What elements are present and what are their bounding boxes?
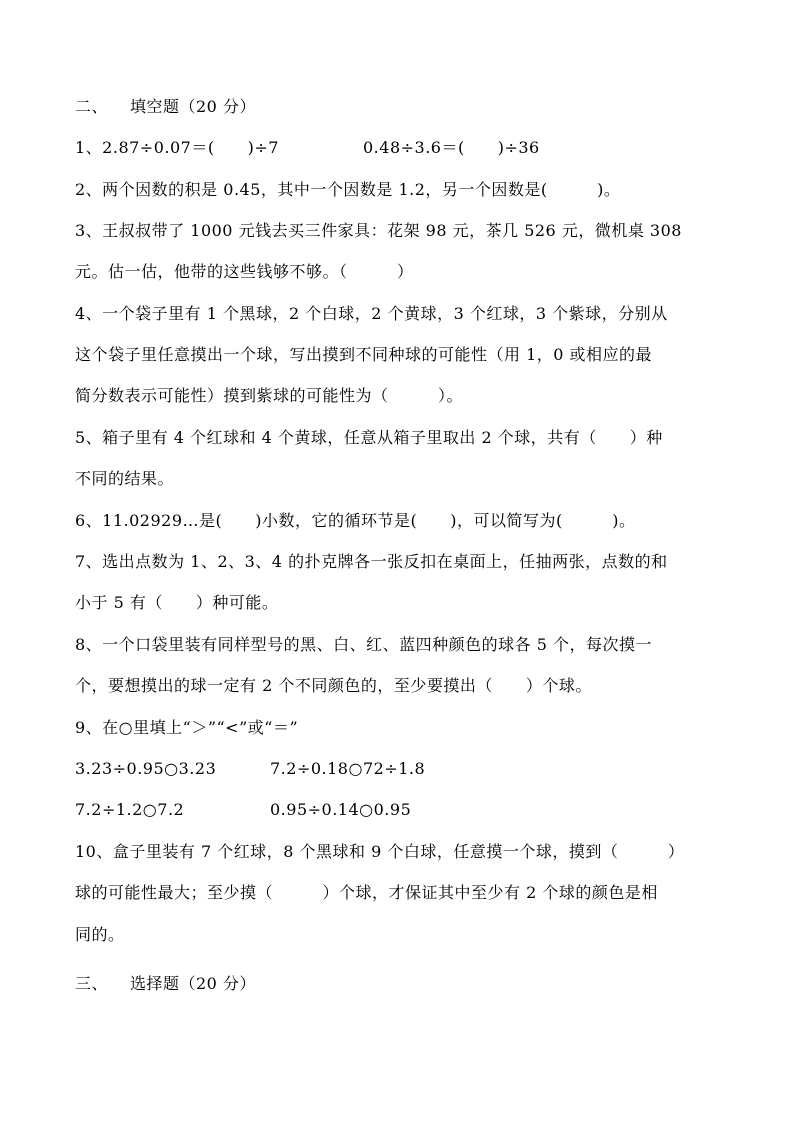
question-1 [75, 138, 725, 218]
section-title: 填空题（20 分） [130, 97, 256, 116]
question-4-line-1: 4、一个袋子里有 1 个黑球，2 个白球，2 个黄球，3 个红球，3 个紫球，分别从 [75, 304, 668, 323]
question-4-line-3: 简分数表示可能性）摸到紫球的可能性为（ ）。 [75, 386, 464, 405]
question-10-line-3: 同的。 [75, 925, 125, 944]
question-5-line-2: 不同的结果。 [75, 469, 175, 488]
question-7-line-2: 小于 5 有（ ）种可能。 [75, 593, 279, 612]
section-number: 三、 [75, 974, 109, 993]
question-6: 6、11.02929…是( )小数，它的循环节是( )，可以简写为( )。 [75, 511, 636, 530]
question-1-part-1: 1、2.87÷0.07＝( )÷7 [75, 138, 279, 157]
question-7-line-1: 7、选出点数为 1、2、3、4 的扑克牌各一张反扣在桌面上，任抽两张，点数的和 [75, 552, 668, 571]
question-9-instruction: 9、在○里填上“＞”“<”或“＝” [75, 718, 299, 737]
question-10-line-2: 球的可能性最大；至少摸（ ）个球，才保证其中至少有 2 个球的颜色是相 [75, 883, 658, 902]
question-8-line-1: 8、一个口袋里装有同样型号的黑、白、红、蓝四种颜色的球各 5 个，每次摸一 [75, 635, 653, 654]
question-3-line-2: 元。估一估，他带的这些钱够不够。（ ） [75, 262, 414, 281]
question-10-line-1: 10、盒子里装有 7 个红球，8 个黑球和 9 个白球，任意摸一个球，摸到（ ） [75, 842, 685, 861]
question-9-row-2 [75, 800, 725, 880]
comparison-c: 7.2÷1.2○7.2 [75, 800, 185, 819]
comparison-d: 0.95÷0.14○0.95 [270, 800, 412, 819]
question-4-line-2: 这个袋子里任意摸出一个球，写出摸到不同种球的可能性（用 1，0 或相应的最 [75, 345, 653, 364]
question-3-line-1: 3、王叔叔带了 1000 元钱去买三件家具：花架 98 元，茶几 526 元，微机桌 308 [75, 221, 682, 240]
section-number: 二、 [75, 97, 109, 116]
section-title: 选择题（20 分） [130, 974, 256, 993]
comparison-b: 7.2÷0.18○72÷1.8 [270, 759, 426, 778]
question-2: 2、两个因数的积是 0.45，其中一个因数是 1.2，另一个因数是( )。 [75, 180, 621, 199]
comparison-a: 3.23÷0.95○3.23 [75, 759, 217, 778]
question-5-line-1: 5、箱子里有 4 个红球和 4 个黄球，任意从箱子里取出 2 个球，共有（ ）种 [75, 428, 663, 447]
question-1-part-2: 0.48÷3.6＝( )÷36 [363, 138, 540, 157]
question-8-line-2: 个，要想摸出的球一定有 2 个不同颜色的，至少要摸出（ ）个球。 [75, 676, 592, 695]
section-heading-multiple-choice [75, 974, 725, 1054]
